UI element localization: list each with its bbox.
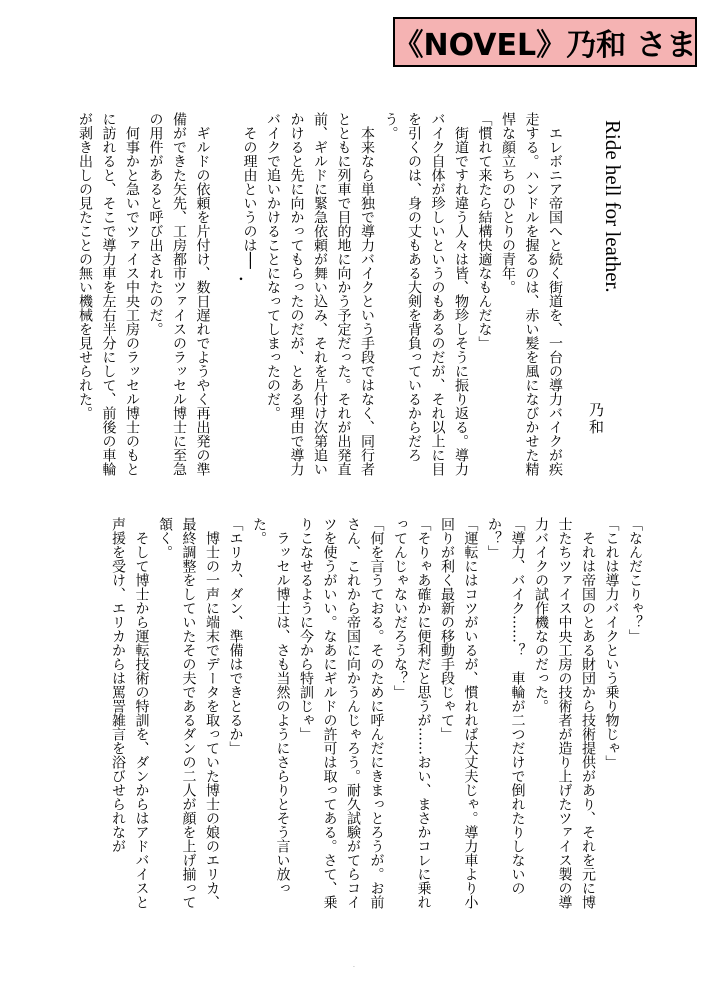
paragraph: 街道ですれ違う人々は皆、物珍しそうに振り返る。導力バイク自体が珍しいというのもあるのだが、それ以上に目を引くのは、身の丈もある大剣を背負っているからだろう。 <box>382 112 469 476</box>
paragraph: その理由というのは── <box>241 112 258 269</box>
blank-line <box>214 112 238 484</box>
paragraph: 本来なら単独で導力バイクという手段ではなく、同行者とともに列車で目的地に向かう予定だった。それが出発直前、ギルドに緊急依頼が舞い込み、それを片付け次第追いかけると先に向かってもらったのだが、とある理由で導力バイクで追いかけることになってしまったのだ。 <box>265 112 375 476</box>
paragraph: ギルドの依頼を片付け、数日遅れでようやく再出発の準備ができた矢先、工房都市ツァイスのラッセル博士に至急の用件があると呼び出されたのだ。 <box>147 112 211 476</box>
paragraph: 何事かと急いでツァイス中央工房のラッセル博士のもとに訪れると、そこで導力車を左右半分にして、前後の車輪が剥き出しの見たことの無い機械を見せられた。 <box>77 112 140 476</box>
text-column-bottom <box>96 517 646 917</box>
novel-banner: 《NOVEL》乃和 さま <box>393 17 697 67</box>
paragraph: 「運転にはコツがいるが、慣れれば大丈夫じゃ。導力車より小回りが利く最新の移動手段じゃて」 <box>439 517 479 909</box>
story-title: Ride hell for leather. <box>601 120 625 293</box>
story-author: 乃和 <box>587 402 605 436</box>
page-mark: . <box>353 962 355 969</box>
scene-break-mark: ・ <box>232 272 248 286</box>
text-column-top <box>77 112 566 484</box>
paragraph: 「そりゃあ確かに便利だと思うが……おい、まさかコレに乗れってんじゃないだろうな？」 <box>392 517 432 909</box>
paragraph: そして博士から運転技術の特訓を、ダンからはアドバイスと声援を受け、エリカからは罵詈雑言を浴びせられなが <box>110 517 150 909</box>
paragraph: 「何を言うておる。そのために呼んだにきまっとろうが。お前さん、これから帝国に向かうんじゃろう。耐久試験がてらコイツを使うがいい。なあにギルドの許可は取ってある。さて、乗りこなせるように今から特訓じゃ」 <box>298 517 385 909</box>
paragraph: 「これは導力バイクという乗り物じゃ」 <box>603 517 620 769</box>
paragraph: それは帝国のとある財団から技術提供があり、それを元に博士たちツァイス中央工房の技術者が造り上げたツァイス製の導力バイクの試作機なのだった。 <box>533 517 596 909</box>
paragraph: 「慣れて来たら結構快適なもんだな」 <box>476 112 493 350</box>
paragraph: 博士の一声に端末でデータを取っていた博士の娘のエリカ、最終調整をしていたその夫であるダンの二人が顔を上げ揃って頷く。 <box>157 517 220 909</box>
paragraph: 「エリカ、ダン、準備はできとるか」 <box>227 517 244 755</box>
paragraph: 「なんだこりゃ？」 <box>627 517 643 643</box>
paragraph: 「導力、バイク……？ 車輪が二つだけで倒れたりしないのか？」 <box>486 517 526 895</box>
paragraph: エレボニア帝国へと続く街道を、一台の導力バイクが疾走する。ハンドルを握るのは、赤い髪を風になびかせた精悍な顔立ちのひとりの青年。 <box>500 112 563 476</box>
paragraph: ラッセル博士は、さも当然のようにさらりとそう言い放った。 <box>251 517 291 895</box>
